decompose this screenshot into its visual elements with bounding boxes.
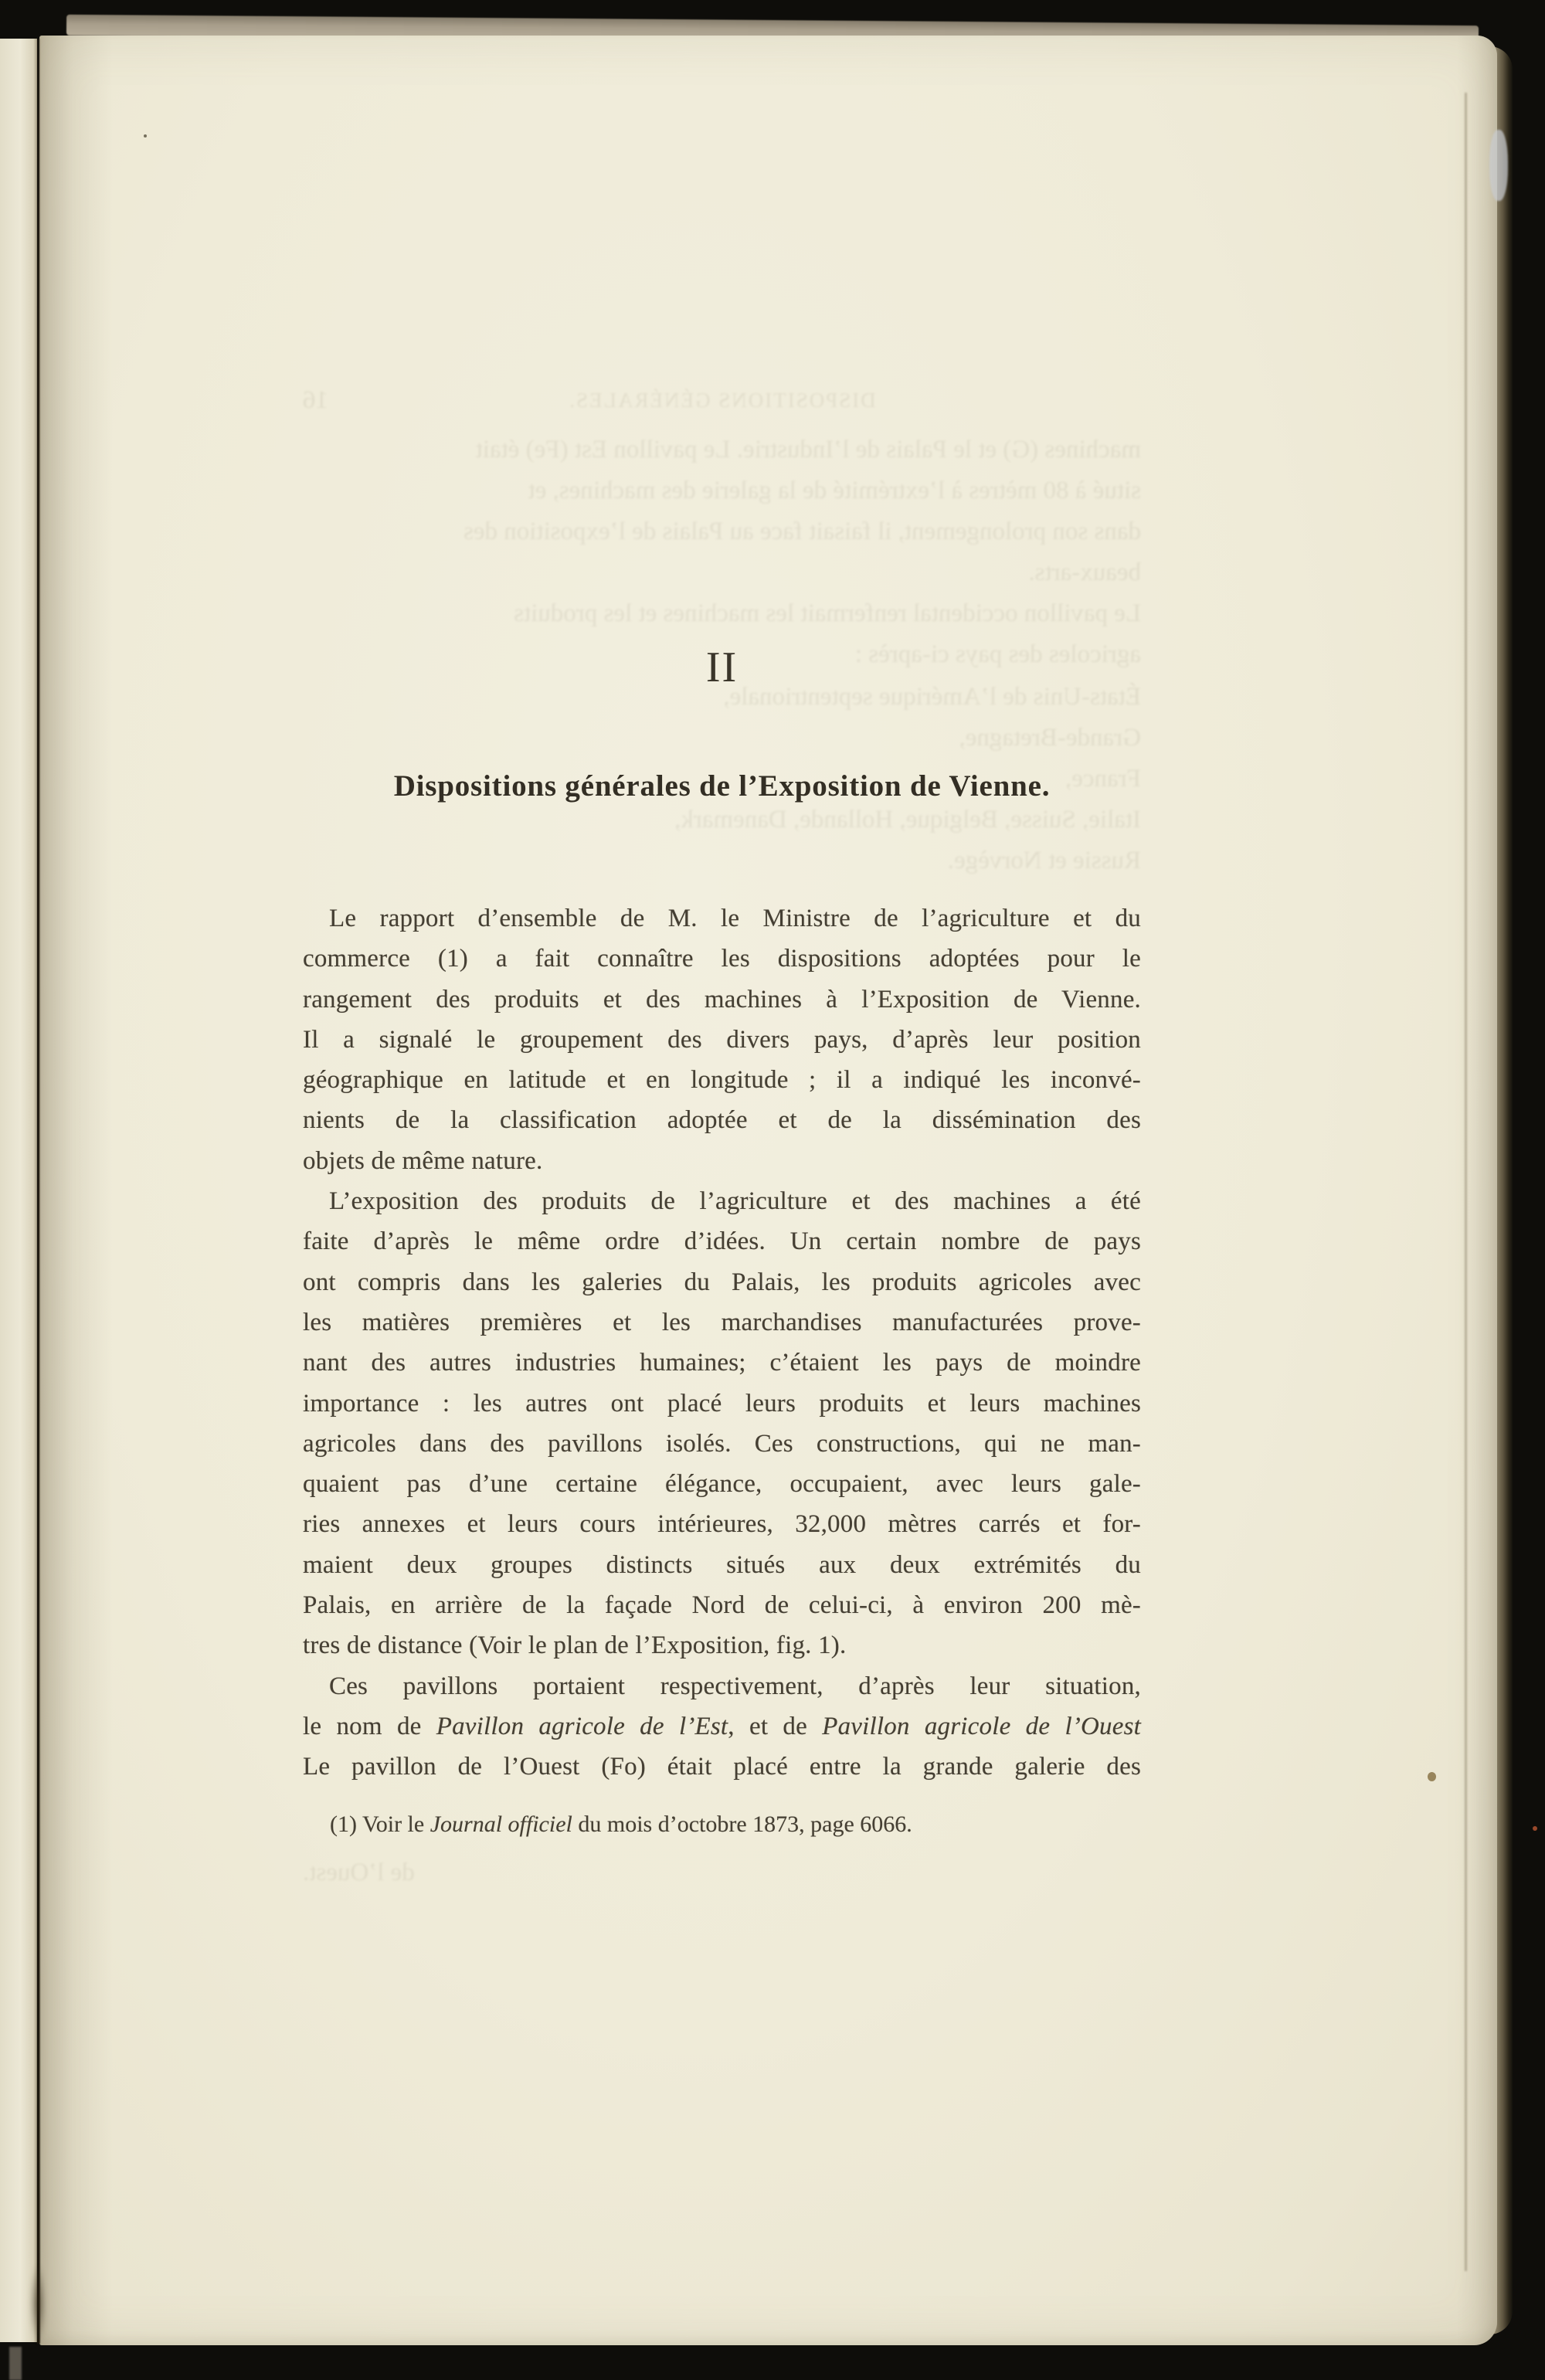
text-line: quaient pas d’une certaine élégance, occupaient, avec leurs gale- <box>303 1470 1141 1499</box>
text-line: les matières premières et les marchandises manufacturées prove- <box>303 1308 1141 1336</box>
gutter-smudge <box>29 2263 46 2344</box>
text-line: maient deux groupes distincts situés aux deux extrémités du <box>303 1550 1141 1579</box>
text-line: géographique en latitude et en longitude ; il a indiqué les inconvé- <box>303 1066 1141 1095</box>
text-line: L’exposition des produits de l’agriculture et des machines a été <box>329 1187 1141 1216</box>
text-line: ont compris dans les galeries du Palais, les produits agricoles avec <box>303 1268 1141 1296</box>
text-line: Le pavillon de l’Ouest (Fo) était placé entre la grande galerie des <box>303 1753 1141 1781</box>
section-number: II <box>705 643 739 691</box>
gutter-crease <box>37 39 40 2344</box>
footnote: (1) Voir le Journal officiel du mois d’octobre 1873, page 6066. <box>330 1811 912 1837</box>
binding-streak <box>9 2347 22 2380</box>
paper-speck <box>1428 1772 1436 1781</box>
text-line: nant des autres industries humaines; c’étaient les pays de moindre <box>303 1349 1141 1377</box>
text-line: agricoles dans des pavillons isolés. Ces constructions, qui ne man- <box>303 1429 1141 1458</box>
text-line: objets de même nature. <box>303 1146 543 1175</box>
text-line: Ces pavillons portaient respectivement, d’après leur situation, <box>329 1672 1141 1700</box>
text-line: Le rapport d’ensemble de M. le Ministre de l’agriculture et du <box>329 905 1141 932</box>
text-line: Il a signalé le groupement des divers pays, d’après leur position <box>303 1025 1141 1054</box>
corner-paper-bit <box>1489 130 1508 201</box>
text-line: ries annexes et leurs cours intérieures, 32,000 mètres carrés et for- <box>303 1510 1141 1539</box>
text-line: importance : les autres ont placé leurs produits et leurs machines <box>303 1389 1141 1417</box>
text-line: nients de la classification adoptée et de la dissémination des <box>303 1106 1141 1135</box>
text-line: rangement des produits et des machines à l’Exposition de Vienne. <box>303 985 1141 1013</box>
page-title: Dispositions générales de l’Exposition de Vienne. <box>393 769 1051 803</box>
previous-page-strip <box>0 39 37 2342</box>
right-edge-shadow <box>1465 93 1467 2271</box>
text-line: tres de distance (Voir le plan de l’Exposition, fig. 1). <box>303 1631 847 1660</box>
text-line: Palais, en arrière de la façade Nord de celui-ci, à environ 200 mè- <box>303 1591 1141 1620</box>
paper-speck <box>1533 1826 1537 1831</box>
paper-speck <box>144 134 147 138</box>
text-line: faite d’après le même ordre d’idées. Un certain nombre de pays <box>303 1227 1141 1256</box>
text-line: commerce (1) a fait connaître les dispositions adoptées pour le <box>303 945 1141 973</box>
text-line: le nom de Pavillon agricole de l’Est, et de Pavillon agricole de l’Ouest <box>303 1712 1141 1740</box>
body-text <box>303 898 1141 1788</box>
